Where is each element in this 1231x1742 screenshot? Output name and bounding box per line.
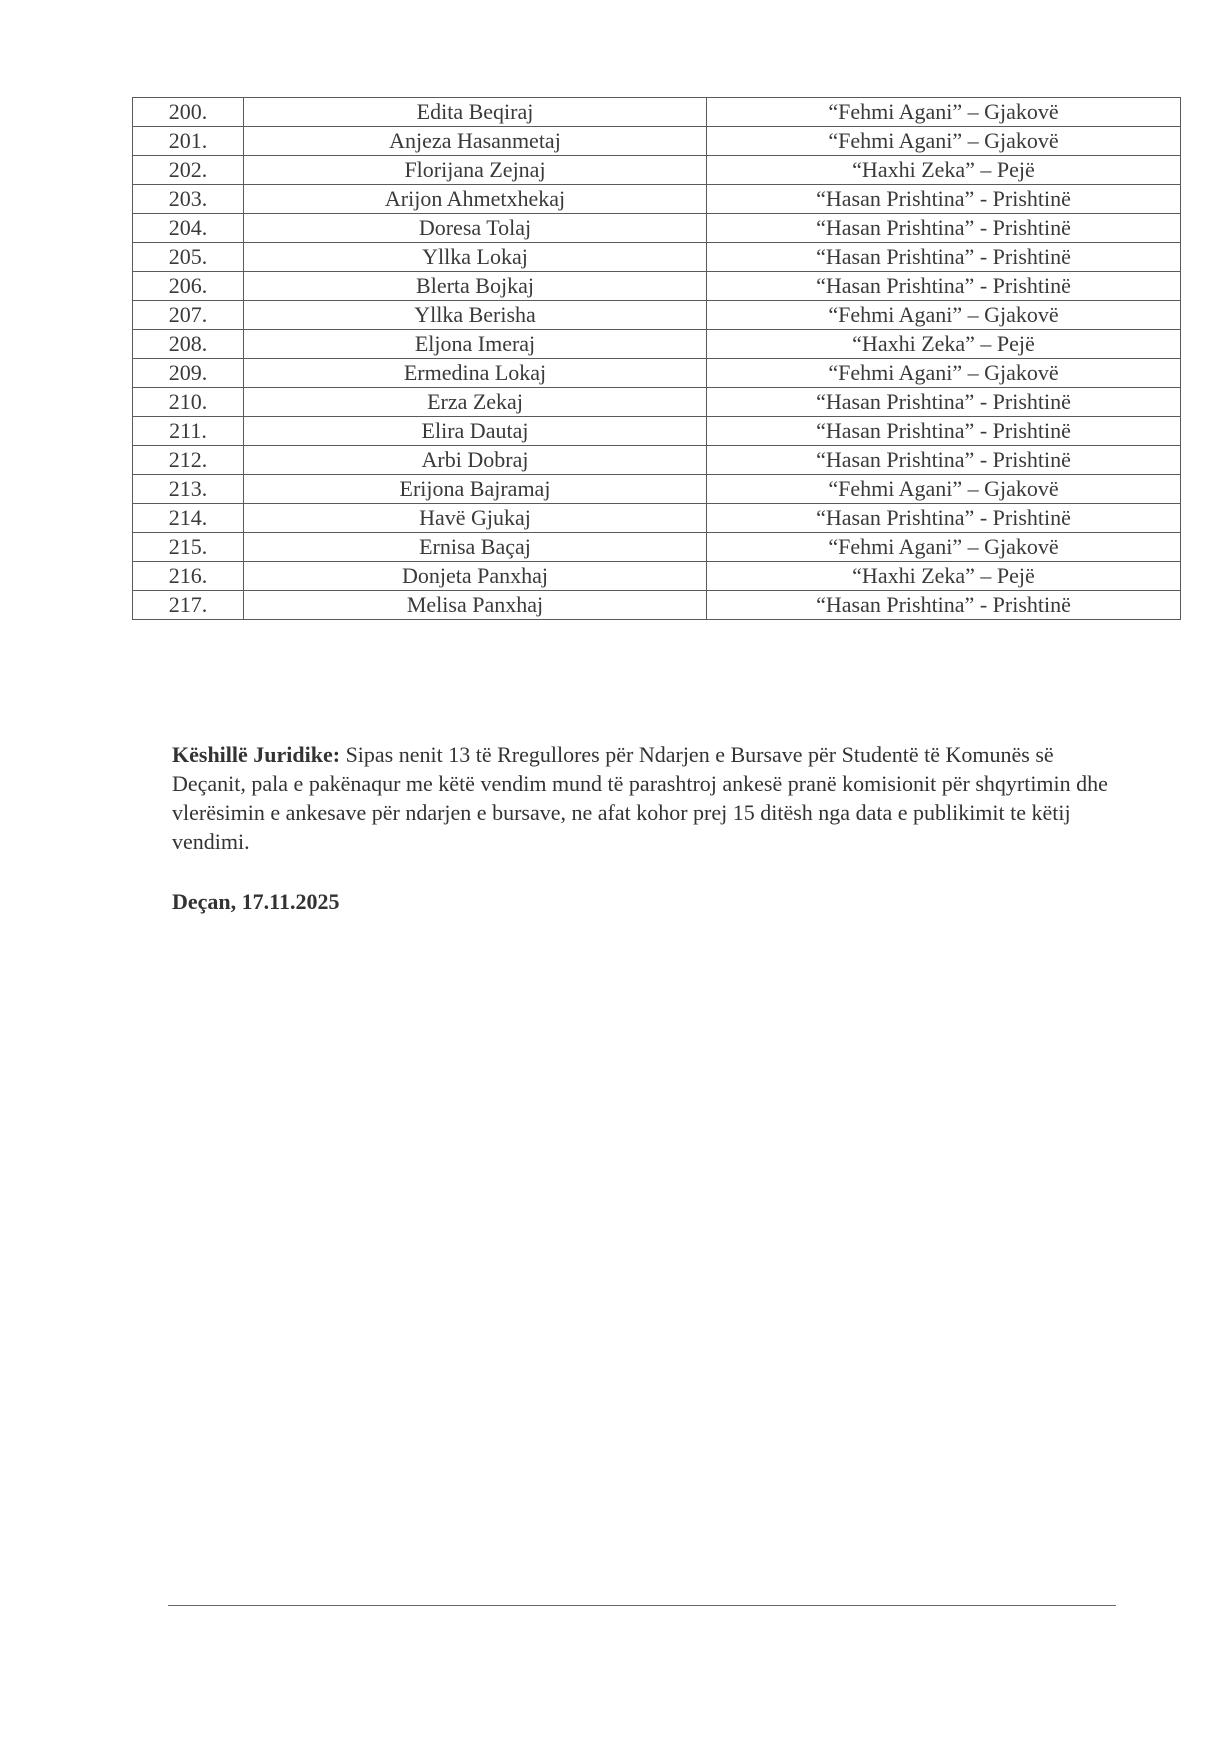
row-number: 214. — [133, 504, 244, 533]
university: “Haxhi Zeka” – Pejë — [707, 330, 1181, 359]
student-name: Doresa Tolaj — [244, 214, 707, 243]
university: “Hasan Prishtina” - Prishtinë — [707, 185, 1181, 214]
student-name: Ernisa Baçaj — [244, 533, 707, 562]
table-row — [133, 156, 1181, 185]
university: “Hasan Prishtina” - Prishtinë — [707, 388, 1181, 417]
legal-advice-text: Sipas nenit 13 të Rregullores për Ndarjen e Bursave për Studentë të Komunës së Deçanit, pala e pakënaqur me këtë vendim mund të parashtroj ankesë pranë komisionit për shqyrtimin dhe vlerësimin e ankesave për ndarjen e bursave, ne afat kohor prej 15 ditësh nga data e publikimit te këtij vendimi. — [172, 742, 1108, 854]
student-name: Elira Dautaj — [244, 417, 707, 446]
row-number: 211. — [133, 417, 244, 446]
table-row — [133, 446, 1181, 475]
table-row — [133, 243, 1181, 272]
table-row — [133, 417, 1181, 446]
university: “Fehmi Agani” – Gjakovë — [707, 475, 1181, 504]
university: “Fehmi Agani” – Gjakovë — [707, 127, 1181, 156]
university: “Fehmi Agani” – Gjakovë — [707, 301, 1181, 330]
row-number: 200. — [133, 98, 244, 127]
student-name: Havë Gjukaj — [244, 504, 707, 533]
student-name: Florijana Zejnaj — [244, 156, 707, 185]
row-number: 208. — [133, 330, 244, 359]
student-name: Donjeta Panxhaj — [244, 562, 707, 591]
university: “Haxhi Zeka” – Pejë — [707, 562, 1181, 591]
table-row — [133, 272, 1181, 301]
row-number: 206. — [133, 272, 244, 301]
student-name: Eljona Imeraj — [244, 330, 707, 359]
table-row — [133, 330, 1181, 359]
student-name: Erijona Bajramaj — [244, 475, 707, 504]
student-name: Erza Zekaj — [244, 388, 707, 417]
university: “Hasan Prishtina” - Prishtinë — [707, 214, 1181, 243]
university: “Fehmi Agani” – Gjakovë — [707, 98, 1181, 127]
table-row — [133, 301, 1181, 330]
student-name: Yllka Lokaj — [244, 243, 707, 272]
university: “Hasan Prishtina” - Prishtinë — [707, 272, 1181, 301]
student-name: Edita Beqiraj — [244, 98, 707, 127]
university: “Hasan Prishtina” - Prishtinë — [707, 417, 1181, 446]
row-number: 216. — [133, 562, 244, 591]
student-name: Arijon Ahmetxhekaj — [244, 185, 707, 214]
row-number: 212. — [133, 446, 244, 475]
table-row — [133, 533, 1181, 562]
row-number: 205. — [133, 243, 244, 272]
table-row — [133, 504, 1181, 533]
student-name: Arbi Dobraj — [244, 446, 707, 475]
university: “Hasan Prishtina” - Prishtinë — [707, 243, 1181, 272]
table-row — [133, 591, 1181, 620]
row-number: 209. — [133, 359, 244, 388]
row-number: 202. — [133, 156, 244, 185]
row-number: 201. — [133, 127, 244, 156]
row-number: 210. — [133, 388, 244, 417]
university: “Fehmi Agani” – Gjakovë — [707, 533, 1181, 562]
footer-divider — [168, 1605, 1116, 1606]
university: “Fehmi Agani” – Gjakovë — [707, 359, 1181, 388]
table-row — [133, 98, 1181, 127]
university: “Haxhi Zeka” – Pejë — [707, 156, 1181, 185]
row-number: 213. — [133, 475, 244, 504]
row-number: 215. — [133, 533, 244, 562]
student-name: Melisa Panxhaj — [244, 591, 707, 620]
university: “Hasan Prishtina” - Prishtinë — [707, 504, 1181, 533]
place-and-date: Deçan, 17.11.2025 — [172, 889, 340, 914]
row-number: 207. — [133, 301, 244, 330]
student-name: Yllka Berisha — [244, 301, 707, 330]
row-number: 203. — [133, 185, 244, 214]
students-table-body — [133, 98, 1181, 620]
table-row — [133, 127, 1181, 156]
table-row — [133, 562, 1181, 591]
table-row — [133, 388, 1181, 417]
table-row — [133, 359, 1181, 388]
row-number: 217. — [133, 591, 244, 620]
row-number: 204. — [133, 214, 244, 243]
student-name: Blerta Bojkaj — [244, 272, 707, 301]
university: “Hasan Prishtina” - Prishtinë — [707, 446, 1181, 475]
legal-advice-paragraph — [172, 740, 1122, 856]
students-table — [132, 97, 1181, 620]
legal-advice-label: Këshillë Juridike: — [172, 742, 341, 767]
table-row — [133, 214, 1181, 243]
university: “Hasan Prishtina” - Prishtinë — [707, 591, 1181, 620]
student-name: Ermedina Lokaj — [244, 359, 707, 388]
table-row — [133, 185, 1181, 214]
student-name: Anjeza Hasanmetaj — [244, 127, 707, 156]
table-row — [133, 475, 1181, 504]
